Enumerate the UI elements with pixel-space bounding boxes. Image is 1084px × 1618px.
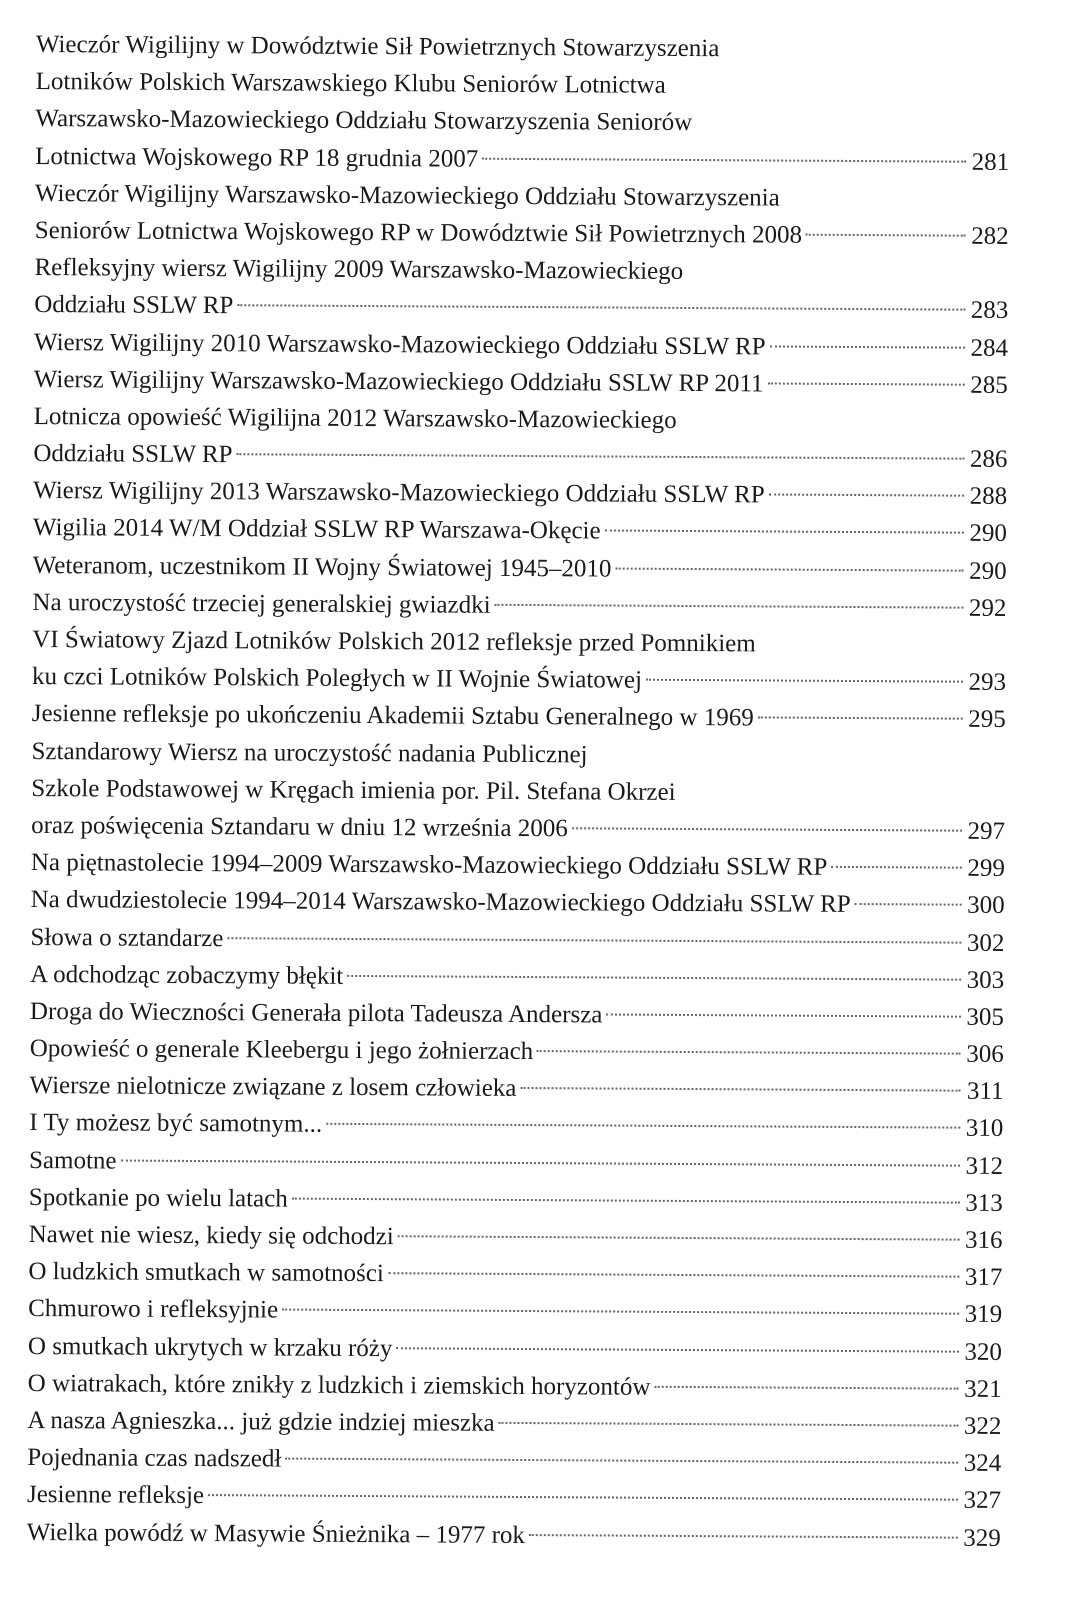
toc-entry (28, 1290, 1016, 1333)
toc-page-number: 284 (970, 334, 1009, 362)
toc-page-number: 319 (964, 1301, 1003, 1329)
toc-entry (29, 1179, 1017, 1222)
toc-entry-line (33, 472, 1021, 515)
dot-leader (654, 1386, 958, 1390)
toc-entry-line (32, 584, 1020, 627)
toc-entry-title: Szkole Podstawowej w Kręgach imienia por. Pil. Stefana Okrzei (31, 774, 676, 806)
toc-entry (29, 1104, 1017, 1147)
toc-entry (31, 881, 1019, 924)
dot-leader (347, 975, 960, 981)
toc-page-number: 288 (969, 482, 1008, 511)
toc-page-number: 295 (968, 706, 1006, 734)
dot-leader (767, 382, 964, 385)
toc-entry-title: Na dwudziestolecie 1994–2014 Warszawsko-Mazowieckiego Oddziału SSLW RP (30, 886, 851, 919)
dot-leader (499, 1422, 958, 1427)
toc-page-number: 329 (963, 1524, 1001, 1552)
toc-entry (35, 175, 1023, 255)
toc-page-number: 302 (966, 929, 1005, 957)
toc-entry-line (29, 1179, 1017, 1222)
toc-entry-line (35, 138, 1023, 181)
toc-entry-title: Droga do Wieczności Generała pilota Tadeusza Andersza (29, 997, 603, 1029)
toc-page-number: 311 (966, 1077, 1004, 1106)
dot-leader (606, 1013, 960, 1017)
toc-entry-line (33, 435, 1021, 478)
toc-page-number: 292 (968, 594, 1007, 622)
toc-page-number: 305 (966, 1003, 1005, 1031)
toc-entry-line (36, 26, 1024, 69)
dot-leader (482, 157, 965, 162)
toc-entry-line (32, 658, 1020, 701)
toc-entry-line (29, 1104, 1017, 1147)
toc-entry-title: Wiersz Wigilijny 2013 Warszawsko-Mazowieckiego Oddziału SSLW RP (33, 477, 765, 509)
dot-leader (285, 1458, 957, 1464)
dot-leader (831, 866, 961, 869)
dot-leader (282, 1309, 959, 1315)
toc-entry-line (31, 770, 1019, 813)
toc-entry-title: Chmurowo i refleksyjnie (28, 1295, 279, 1324)
toc-entry (27, 1513, 1015, 1556)
dot-leader (292, 1197, 960, 1203)
toc-entry-line (29, 1142, 1017, 1185)
toc-entry-title: Samotne (28, 1146, 117, 1175)
toc-entry (30, 956, 1018, 999)
toc-entry (27, 1402, 1015, 1445)
dot-leader (615, 567, 963, 571)
dot-leader (398, 1235, 959, 1240)
toc-page-number: 290 (969, 557, 1007, 585)
toc-entry-title: Słowa o sztandarze (30, 923, 224, 952)
toc-entry (33, 398, 1021, 478)
dot-leader (520, 1087, 960, 1092)
toc-entry (32, 695, 1020, 738)
dot-leader (326, 1123, 960, 1129)
toc-entry-line (28, 1290, 1016, 1333)
toc-entry-line (34, 249, 1022, 292)
toc-entry-line (30, 956, 1018, 999)
toc-entry-title: A odchodząc zobaczymy błękit (30, 960, 344, 990)
toc-entry-line (31, 733, 1019, 776)
dot-leader (769, 494, 964, 497)
toc-entry-line (31, 881, 1019, 924)
toc-page-number: 317 (964, 1263, 1003, 1292)
toc-entry-line (28, 1253, 1016, 1296)
toc-entry-line (27, 1402, 1015, 1445)
toc-entry-title: Wiersz Wigilijny Warszawsko-Mazowieckiego Oddziału SSLW RP 2011 (33, 365, 764, 398)
toc-entry-title: Wieczór Wigilijny Warszawsko-Mazowieckiego Oddziału Stowarzyszenia (34, 179, 780, 212)
toc-page-number: 324 (963, 1449, 1002, 1478)
toc-entry (34, 249, 1022, 329)
toc-entry (31, 844, 1019, 887)
toc-entry-line (35, 212, 1023, 255)
toc-entry-line (32, 695, 1020, 738)
toc-entry-title: A nasza Agnieszka... już gdzie indziej mieszka (27, 1406, 495, 1437)
dot-leader (396, 1347, 958, 1352)
dot-leader (806, 234, 965, 237)
toc-page-number: 322 (963, 1412, 1002, 1440)
toc-entry-line (34, 361, 1022, 404)
toc-entry (29, 1142, 1017, 1185)
toc-entry-title: Oddziału SSLW RP (33, 440, 233, 469)
toc-entry-line (32, 621, 1020, 664)
dot-leader (227, 937, 961, 943)
dot-leader (237, 305, 964, 311)
toc-page-number: 293 (968, 668, 1007, 697)
dot-leader (537, 1050, 960, 1055)
toc-entry-title: Wiersz Wigilijny 2010 Warszawsko-Mazowieckiego Oddziału SSLW RP (33, 328, 766, 360)
toc-entry-title: Nawet nie wiesz, kiedy się odchodzi (28, 1220, 394, 1251)
toc-entry-line (33, 509, 1021, 552)
toc-entry (33, 472, 1021, 515)
toc-entry-title: Wieczór Wigilijny w Dowództwie Sił Powietrznych Stowarzyszenia (35, 30, 720, 63)
toc-entry-title: ku czci Lotników Polskich Poległych w II Wojnie Światowej (31, 663, 643, 694)
dot-leader (388, 1272, 959, 1277)
toc-entry (30, 918, 1018, 961)
toc-entry (33, 547, 1021, 590)
toc-entry (34, 361, 1022, 404)
toc-entry (29, 1067, 1017, 1110)
toc-entry (32, 621, 1020, 701)
toc-entry-line (33, 547, 1021, 590)
toc-entry-title: Lotnictwa Wojskowego RP 18 grudnia 2007 (35, 142, 479, 173)
toc-entry-title: Lotników Polskich Warszawskiego Klubu Seniorów Lotnictwa (35, 68, 666, 100)
toc-page-number: 321 (964, 1375, 1002, 1403)
toc-entry-title: Oddziału SSLW RP (34, 291, 234, 320)
toc-entry-title: O wiatrakach, które znikły z ludzkich i ziemskich horyzontów (27, 1369, 651, 1401)
toc-entry-title: Wigilia 2014 W/M Oddział SSLW RP Warszawa-Okęcie (32, 514, 601, 545)
dot-leader (770, 345, 965, 348)
dot-leader (646, 679, 963, 683)
dot-leader (758, 717, 963, 720)
toc-entry-title: I Ty możesz być samotnym... (29, 1109, 323, 1139)
toc-entry-title: oraz poświęcenia Sztandaru w dniu 12 września 2006 (31, 811, 568, 843)
toc-entry-title: Jesienne refleksje po ukończeniu Akademii Sztabu Generalnego w 1969 (31, 700, 754, 732)
toc-page-number: 312 (965, 1152, 1004, 1180)
toc-entry-title: Pojednania czas nadszedł (27, 1444, 282, 1473)
toc-entry (32, 584, 1020, 627)
toc-entry-title: Na piętnastolecie 1994–2009 Warszawsko-Mazowieckiego Oddziału SSLW RP (30, 849, 828, 881)
toc-entry-line (29, 1216, 1017, 1259)
toc-entry (27, 1476, 1015, 1519)
toc-page-number: 303 (966, 966, 1005, 994)
toc-page-number: 290 (969, 520, 1007, 548)
toc-entry (30, 993, 1018, 1036)
toc-entry-title: Na uroczystość trzeciej generalskiej gwiazdki (32, 588, 491, 619)
toc-entry (28, 1253, 1016, 1296)
toc-entry-title: Opowieść o generale Kleebergu i jego żołnierzach (29, 1035, 534, 1066)
toc-entry-title: Wiersze nielotnicze związane z losem człowieka (29, 1072, 517, 1103)
toc-page-number: 282 (971, 222, 1009, 250)
toc-page-number: 310 (965, 1115, 1004, 1143)
toc-entry-line (29, 1067, 1017, 1110)
dot-leader (529, 1534, 957, 1539)
toc-entry-line (30, 918, 1018, 961)
toc-entry-line (27, 1513, 1015, 1556)
toc-entry-title: Sztandarowy Wiersz na uroczystość nadania Publicznej (31, 737, 588, 768)
toc-page-number: 316 (965, 1226, 1003, 1254)
toc-entry-line (34, 286, 1022, 329)
toc-page-number: 299 (967, 854, 1005, 883)
toc-entry-line (36, 63, 1024, 106)
toc-entry-title: Lotnicza opowieść Wigilijna 2012 Warszawsko-Mazowieckiego (33, 402, 677, 434)
toc-entry-title: Warszawsko-Mazowieckiego Oddziału Stowarzyszenia Seniorów (35, 105, 693, 137)
toc-entry-title: Seniorów Lotnictwa Wojskowego RP w Dowództwie Sił Powietrznych 2008 (34, 216, 803, 249)
toc-entry (31, 733, 1020, 851)
toc-entry-title: Refleksyjny wiersz Wigilijny 2009 Warszawsko-Mazowieckiego (34, 254, 684, 286)
toc-page-number: 306 (966, 1040, 1004, 1068)
toc-entry-line (34, 323, 1022, 366)
toc-page-number: 281 (971, 148, 1010, 176)
toc-entry-title: O ludzkich smutkach w samotności (28, 1258, 384, 1288)
toc-entry-line (30, 993, 1018, 1036)
toc-entry-title: Jesienne refleksje (26, 1481, 205, 1510)
dot-leader (495, 604, 963, 609)
toc-entry-title: Wielka powódź w Masywie Śnieżnika – 1977 rok (26, 1518, 526, 1549)
table-of-contents (27, 26, 1024, 1557)
toc-entry-line (31, 844, 1019, 887)
toc-entry (34, 323, 1022, 366)
toc-entry-title: Weteranom, uczestnikom II Wojny Światowej 1945–2010 (32, 551, 612, 583)
dot-leader (208, 1494, 957, 1501)
toc-page-number: 283 (970, 297, 1009, 325)
toc-entry-line (30, 1030, 1018, 1073)
toc-entry (33, 509, 1021, 552)
toc-entry-title: Spotkanie po wielu latach (28, 1183, 288, 1213)
toc-entry (27, 1439, 1015, 1482)
toc-entry-title: VI Światowy Zjazd Lotników Polskich 2012 refleksje przed Pomnikiem (32, 625, 756, 658)
toc-page-number: 297 (967, 817, 1006, 845)
toc-entry-title: O smutkach ukrytych w krzaku róży (27, 1332, 393, 1362)
dot-leader (236, 453, 963, 459)
toc-entry (35, 26, 1024, 181)
dot-leader (855, 903, 961, 906)
toc-entry-line (31, 807, 1019, 850)
toc-page-number: 286 (969, 445, 1008, 474)
toc-entry-line (28, 1365, 1016, 1408)
toc-page-number: 320 (964, 1338, 1003, 1366)
toc-entry-line (28, 1328, 1016, 1371)
toc-page-number: 300 (967, 892, 1005, 920)
toc-entry-line (34, 398, 1022, 441)
toc-entry (29, 1216, 1017, 1259)
dot-leader (605, 530, 964, 534)
toc-entry-line (27, 1476, 1015, 1519)
toc-page-number: 313 (965, 1189, 1003, 1217)
toc-entry-line (35, 100, 1023, 143)
toc-entry (28, 1328, 1016, 1371)
toc-page-number: 327 (963, 1487, 1002, 1515)
toc-entry-line (27, 1439, 1015, 1482)
dot-leader (572, 827, 962, 831)
dot-leader (121, 1159, 960, 1166)
toc-entry (30, 1030, 1018, 1073)
toc-page-number: 285 (970, 371, 1008, 399)
toc-entry-line (35, 175, 1023, 218)
toc-entry (28, 1365, 1016, 1408)
